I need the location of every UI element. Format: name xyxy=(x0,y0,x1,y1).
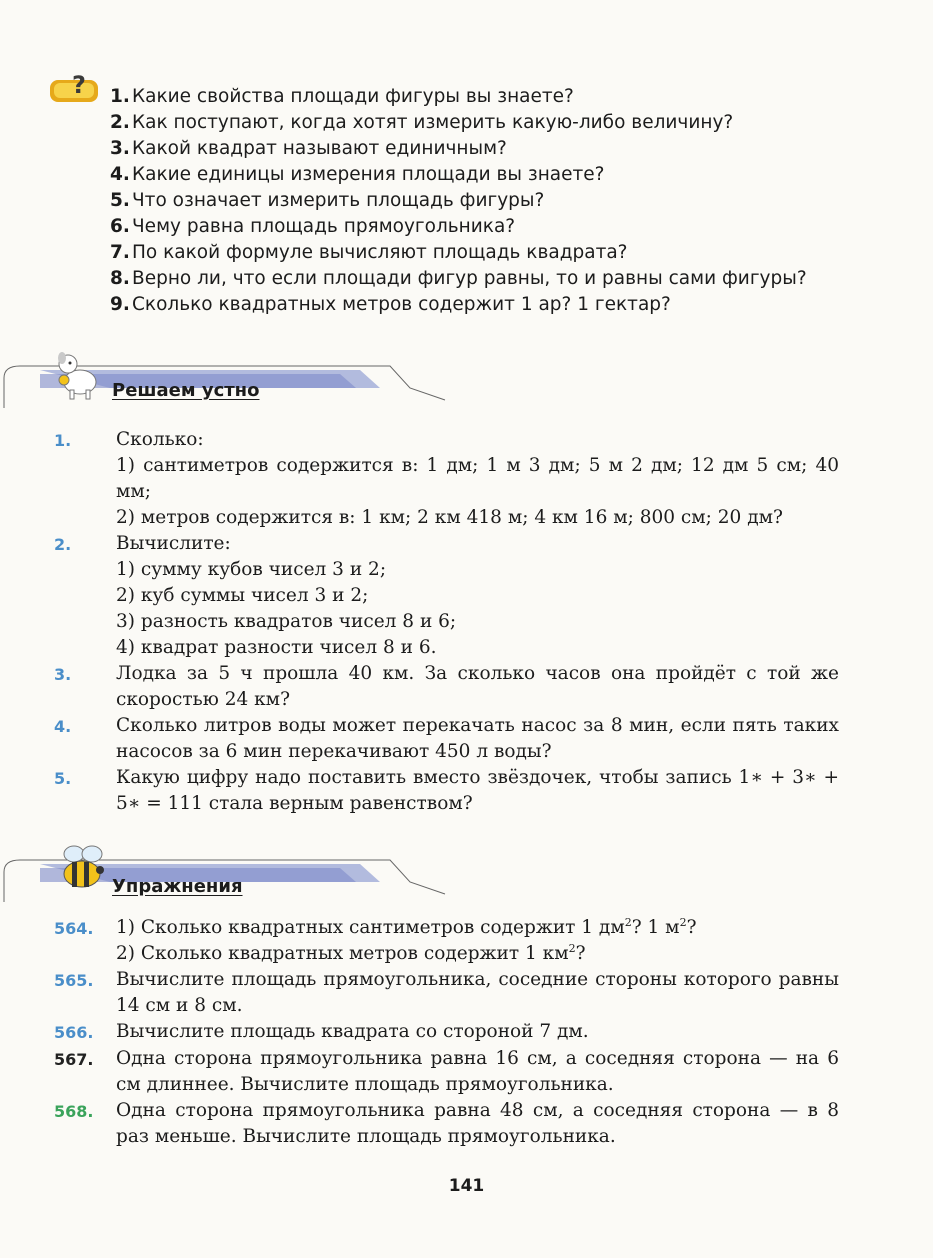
question-7: 7. По какой формуле вычисляют площадь квадрата? xyxy=(110,242,628,263)
exercise-566: 566. Вычислите площадь квадрата со стороной 7 дм. xyxy=(54,1019,839,1046)
exercise-number: 5. xyxy=(54,769,72,788)
exercise-565: 565. Вычислите площадь прямоугольника, соседние стороны которого равны 14 см и 8 см. xyxy=(54,967,839,1019)
exercise-number: 4. xyxy=(54,717,72,736)
exercise-list xyxy=(54,915,839,1150)
question-9: 9. Сколько квадратных метров содержит 1 ар? 1 гектар? xyxy=(110,294,671,315)
exercise-number: 564. xyxy=(54,919,94,938)
review-questions xyxy=(110,84,840,318)
svg-text:?: ? xyxy=(72,72,86,99)
question-6: 6. Чему равна площадь прямоугольника? xyxy=(110,216,516,237)
bee-mascot-icon xyxy=(54,842,110,894)
oral-exercise-4: 4. Сколько литров воды может перекачать насос за 8 мин, если пять таких насосов за 6 мин перекачивают 450 л воды? xyxy=(54,713,839,765)
question-8: 8. Верно ли, что если площади фигур равны, то и равны сами фигуры? xyxy=(110,268,807,289)
exercise-567: 567. Одна сторона прямоугольника равна 16 см, а соседняя сторона — на 6 см длиннее. Вычислите площадь прямоугольника. xyxy=(54,1046,839,1098)
exercise-number: 3. xyxy=(54,665,72,684)
oral-exercise-1: 1. Сколько: 1) сантиметров содержится в: 1 дм; 1 м 3 дм; 5 м 2 дм; 12 дм 5 см; 40 мм; 2) метров содержится в: 1 км; 2 км 418 м; 4 км 16 м; 800 см; 20 дм? xyxy=(54,427,839,531)
oral-exercise-3: 3. Лодка за 5 ч прошла 40 км. За сколько часов она пройдёт с той же скоростью 24 км? xyxy=(54,661,839,713)
section-title-exercises: Упражнения xyxy=(112,876,243,897)
exercise-568: 568. Одна сторона прямоугольника равна 48 см, а соседняя сторона — в 8 раз меньше. Вычислите площадь прямоугольника. xyxy=(54,1098,839,1150)
section-header-exercises xyxy=(0,842,933,902)
question-3: 3. Какой квадрат называют единичным? xyxy=(110,138,507,159)
exercise-564: 564. 1) Сколько квадратных сантиметров содержит 1 $дм^2$? 1 $м^2$? 2) Сколько квадратных метров содержит 1 $км^2$? xyxy=(54,915,839,967)
oral-exercise-list xyxy=(54,427,839,817)
oral-exercise-2: 2. Вычислите: 1) сумму кубов чисел 3 и 2; 2) куб суммы чисел 3 и 2; 3) разность квадратов чисел 8 и 6; 4) квадрат разности чисел 8 и 6. xyxy=(54,531,839,661)
section-header-oral xyxy=(0,348,933,408)
oral-exercise-5: 5. Какую цифру надо поставить вместо звёздочек, чтобы запись 1∗ + 3∗ + 5∗ = 111 стала верным равенством? xyxy=(54,765,839,817)
section-title-oral: Решаем устно xyxy=(112,380,260,401)
question-4: 4. Какие единицы измерения площади вы знаете? xyxy=(110,164,605,185)
exercise-number: 565. xyxy=(54,971,94,990)
question-5: 5. Что означает измерить площадь фигуры? xyxy=(110,190,545,211)
page-number: 141 xyxy=(448,1176,485,1196)
exercise-number: 568. xyxy=(54,1102,94,1121)
question-2: 2. Как поступают, когда хотят измерить какую-либо величину? xyxy=(110,112,734,133)
exercise-number: 2. xyxy=(54,535,72,554)
question-1: 1. Какие свойства площади фигуры вы знаете? xyxy=(110,86,574,107)
exercise-number: 1. xyxy=(54,431,72,450)
question-mark-icon xyxy=(48,72,102,106)
exercise-number: 566. xyxy=(54,1023,94,1042)
exercise-number: 567. xyxy=(54,1050,94,1069)
dog-mascot-icon xyxy=(50,350,106,400)
